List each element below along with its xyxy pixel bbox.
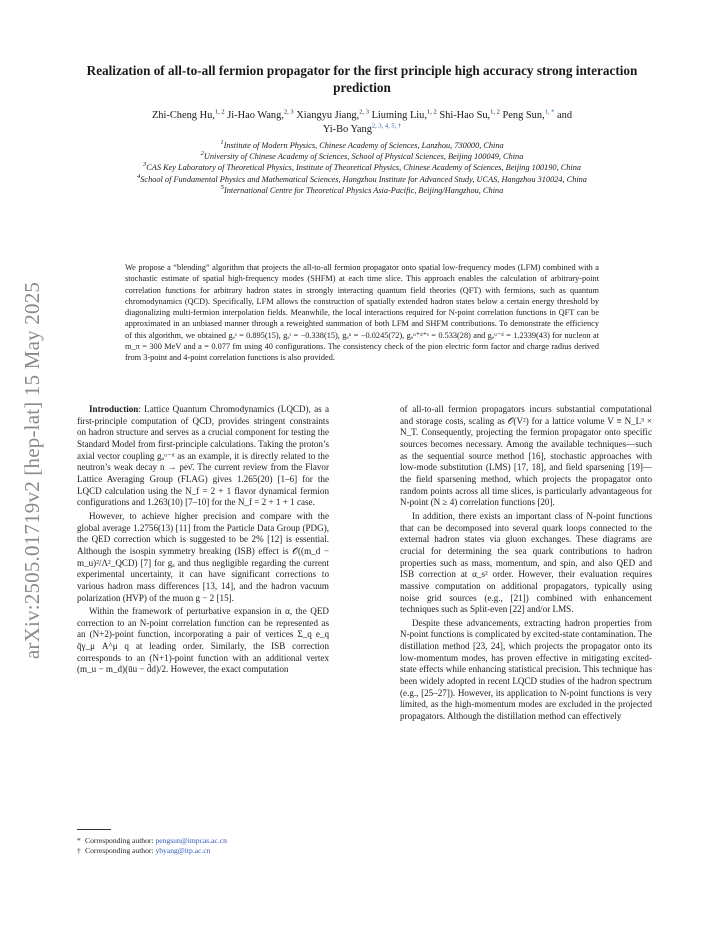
arxiv-identifier-stamp: [14, 250, 52, 690]
affiliation: $^3$CAS Key Laboratory of Theoretical Physics, Institute of Theoretical Physics, Chinese Academy of Sciences, Beijing 100190, China: [143, 161, 581, 173]
section-heading: Introduction: [89, 404, 139, 414]
paragraph: Within the framework of perturbative expansion in α, the QED correction to an N-point correlation function can be represented as an (N+2)-point function, incorporating a pair of vertices Σ_q e_q q̄γ_μ A^μ q at leading order. Similarly, the ISB correction corresponds to an (N+1)-point function with an additional vertex (m_u − m_d)(ūu − d̄d)/2. However, the exact computation: [77, 606, 329, 675]
author: Xiangyu Jiang,$^{2, 3}$: [296, 108, 369, 121]
paragraph: of all-to-all fermion propagators incurs substantial computational and storage costs, scaling as 𝒪(V²) for a lattice volume V ≡ N_L³ × N_T. Consequently, projecting the fermion propagator onto specific sources becomes necessary. Among the available techniques—such as the sequential source method [16], stochastic approaches with low-mode substitution (LMS) [17, 18], and field sparsening [19]—the field sparsening method, which projects the propagator onto random points across all time slices, is particularly advantageous for N-point (N ≥ 4) correlation functions [20].: [400, 404, 652, 508]
paragraph: Despite these advancements, extracting hadron properties from N-point functions is complicated by excited-state contamination. The distillation method [23, 24], which projects the propagator onto its low-momentum modes, has proven effective in mitigating excited-state effects while enhancing statistical precision. This technique has been widely adopted in recent LQCD studies of the hadron spectrum (e.g., [25–27]). However, its application to N-point functions is very limited, as the high-momentum modes are excluded in the projected propagators. Although the distillation method can effectively: [400, 617, 652, 722]
author: Liuming Liu,$^{1, 2}$: [371, 108, 437, 121]
author: and Yi-Bo Yang$^{2, 3, 4, 5, \dagger}$: [322, 110, 573, 135]
arxiv-identifier-text: arXiv:2505.01719v2 [hep-lat] 15 May 2025: [20, 281, 45, 659]
affiliation: $^4$School of Fundamental Physics and Mathematical Sciences, Hangzhou Institute for Advanced Study, UCAS, Hangzhou 310024, China: [137, 172, 587, 184]
paper-title: Realization of all-to-all fermion propagator for the first principle high accuracy strong interaction prediction: [86, 63, 638, 95]
paragraph: In addition, there exists an important class of N-point functions that can be decomposed into several quark loops connected to the external hadron states via gluon exchanges. These diagrams are crucial for determining the sea quark contributions to hadron properties such as mass, momentum, and spin, and also QED and ISB correction at α_s² order. However, their evaluation requires massive computation on additional propagators, typically using noise grid sources (e.g., [21]) combined with enhancement techniques such as Split-even [22] and/or LMS.: [400, 510, 652, 615]
email-link[interactable]: pengsun@impcas.ac.cn: [155, 836, 227, 845]
footnote-divider: [77, 829, 111, 830]
abstract: We propose a “blending” algorithm that projects the all-to-all fermion propagator onto spatial low-frequency modes (LFM) combined with a stochastic estimate of spatial high-frequency modes (SHFM) at each time slice. This approach enables the calculation of arbitrary-point correlation functions for arbitrary hadron states in strongly interacting quantum field theories (QFT) with fermions, such as quantum chromodynamics (QCD). Specifically, LFM allows the construction of spatially extended hadron states below a certain energy threshold by diagonalizing multi-fermion interpolation fields. Meanwhile, the local interactions required for N-point correlation functions in QFT can be approximated in an unbiased manner through a reweighted summation of both LFM and SHFM contributions. To demonstrate the efficiency of this algorithm, we obtained gₐˢ = 0.895(15), gₐᵗ = −0.338(15), gₐᵘ = −0.0245(72), gₐᵘ⁺ᵈ⁺ˢ = 0.533(28) and gₐᵘ⁻ᵈ = 1.2339(43) for nucleon at m_π = 300 MeV and a = 0.077 fm using 40 configurations. The consistency check of the pion electric form factor and charge radius derived from 3-point and 4-point correlation functions is also provided.: [125, 263, 599, 363]
email-link[interactable]: ybyang@itp.ac.cn: [155, 846, 211, 855]
affiliation-list: [90, 140, 634, 196]
author: Peng Sun,$^{1, *}$: [502, 108, 555, 121]
paragraph: However, to achieve higher precision and compare with the global average 1.2756(13) [11] from the Particle Data Group (PDG), the QED correction which is suggested to be 2% [12] is essential. Although the isospin symmetry breaking (ISB) effect is 𝒪((m_d − m_u)²/Λ²_QCD) [7] for gₐ and thus negligible regarding the current experimental uncertainty, it can have significant corrections to various hadron mass differences [13, 14], and the hadron vacuum polarization (HVP) of the muon g − 2 [15].: [77, 510, 329, 603]
paragraph: Introduction: Lattice Quantum Chromodynamics (LQCD), as a first-principle computation of QCD, provides stringent constraints on hadron structure and serves as a crucial component for testing the Standard Model from first-principle calculations. Taking the proton’s axial vector coupling gₐᵘ⁻ᵈ as an example, it is directly related to the neutron’s weak decay n → peν̄. The current review from the Flavor Lattice Averaging Group (FLAG) gives 1.265(20) [1–6] for the LQCD calculation using the N_f = 2 + 1 flavor dynamical fermion configurations and 1.263(10) [7–10] for the N_f = 2 + 1 + 1 case.: [77, 404, 329, 508]
affiliation: $^5$International Centre for Theoretical Physics Asia-Pacific, Beijing/Hangzhou, China: [220, 184, 504, 195]
affiliation: $^1$Institute of Modern Physics, Chinese Academy of Sciences, Lanzhou, 730000, China: [220, 139, 504, 150]
footnote: † Corresponding author: ybyang@itp.ac.cn: [77, 846, 211, 855]
body-column-right: [400, 404, 652, 723]
author: Zhi-Cheng Hu,$^{1, 2}$: [151, 108, 225, 121]
body-column-left: [77, 404, 329, 676]
author: Shi-Hao Su,$^{1, 2}$: [439, 108, 500, 121]
footnote: * Corresponding author: pengsun@impcas.ac.cn: [77, 836, 227, 845]
author: Ji-Hao Wang,$^{2, 3}$: [227, 108, 294, 121]
author-list: [150, 109, 574, 136]
footnotes: [77, 836, 329, 856]
affiliation: $^2$University of Chinese Academy of Sciences, School of Physical Sciences, Beijing 100049, China: [200, 150, 524, 162]
